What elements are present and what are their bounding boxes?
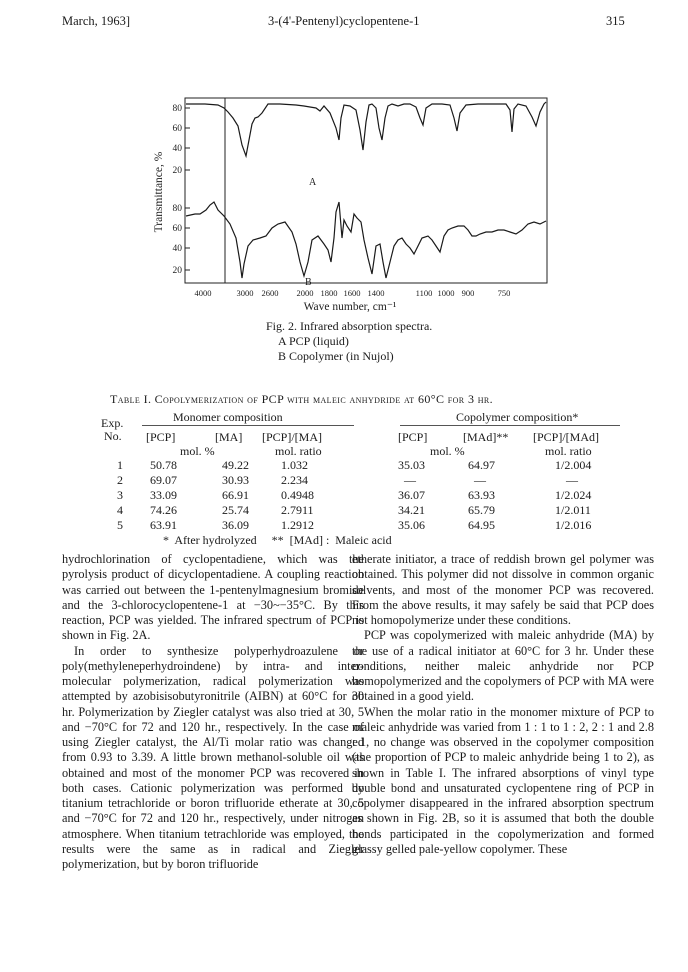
cell-ratio-c: — xyxy=(566,473,578,487)
x-tick: 1600 xyxy=(343,288,361,298)
cell-ma: 25.74 xyxy=(222,503,249,517)
cell-ratio-c: 1/2.004 xyxy=(555,458,592,472)
table-col-ma: [MA] xyxy=(215,430,243,444)
cell-mad: — xyxy=(474,473,486,487)
x-tick: 750 xyxy=(497,288,511,298)
cell-ratio-c: 1/2.011 xyxy=(555,503,591,517)
cell-ratio-m: 0.4948 xyxy=(281,488,314,502)
table-col-ratio-copolymer: [PCP]/[MAd] xyxy=(533,430,600,444)
cell-mad: 65.79 xyxy=(468,503,495,517)
cell-mad: 63.93 xyxy=(468,488,495,502)
x-tick: 1000 xyxy=(437,288,455,298)
table-exp-label: Exp. xyxy=(101,416,124,430)
cell-pcp: 50.78 xyxy=(150,458,177,472)
cell-ma: 36.09 xyxy=(222,518,249,532)
cell-ratio-c: 1/2.016 xyxy=(555,518,592,532)
copolymer-brace xyxy=(400,425,620,426)
upper-y-tick: 60 xyxy=(172,124,182,134)
cell-ma: 66.91 xyxy=(222,488,249,502)
cell-exp: 4 xyxy=(117,503,123,517)
cell-mad: 64.97 xyxy=(468,458,495,472)
lower-y-tick: 60 xyxy=(172,224,182,234)
x-tick: 1400 xyxy=(367,288,385,298)
x-tick: 4000 xyxy=(194,288,212,298)
cell-ratio-m: 2.7911 xyxy=(281,503,314,517)
body-right-column xyxy=(352,552,654,857)
cell-ratio-c: 1/2.024 xyxy=(555,488,592,502)
body-paragraph: etherate initiator, a trace of reddish brown gel polymer was obtained. This polymer did not dissolve in common organic solvents, and most of the monomer PCP was recovered. From the above results, it may safely be said that PCP does not homopolymerize under these conditions. xyxy=(352,552,654,627)
body-paragraph: hydrochlorination of cyclopentadiene, which was the pyrolysis product of dicyclopentadiene. A coupling reaction was carried out between the 1-pentenylmagnesium bromide and the 3-chlorocyclopentene-1 at −30~−35°C. By this reaction, PCP was yielded. The infrared spectrum of PCP is shown in Fig. 2A. xyxy=(62,552,364,643)
lower-y-tick: 80 xyxy=(172,204,182,214)
table-footnote: * After hydrolyzed ** [MAd] : Maleic acid xyxy=(163,533,392,547)
body-paragraph: In order to synthesize polyperhydroazulene or poly(methyleneperhydroindene) by intra- and inter-molecular polymerization, radical polymerization was attempted by azobisisobutyronitrile (AIBN) at 60°C for 30 hr. Polymerization by Ziegler catalyst was also tried at 30, 5 and −70°C for 72 and 120 hr., respectively. In the case of using Ziegler catalyst, the Al/Ti molar ratio was changed from 0.93 to 3.39. A little brown methanol-soluble oil was obtained and most of the monomer PCP was recovered in both cases. Cationic polymerization was performed by titanium tetrachloride or boron trifluoride etherate at 30, 5 and −70°C for 72 and 120 hr., respectively, under nitrogen atmosphere. When titanium tetrachloride was employed, the results were the same as in radical and Ziegler polymerization, but by boron trifluoride xyxy=(62,643,364,871)
spectrum-b-curve xyxy=(186,202,546,278)
table-title-prefix: Table I. xyxy=(110,392,152,406)
table-col-mad: [MAd]** xyxy=(463,430,509,444)
table-title xyxy=(110,392,493,407)
cell-pcp: 74.26 xyxy=(150,503,177,517)
body-left-column xyxy=(62,552,364,872)
cell-pcp: 63.91 xyxy=(150,518,177,532)
running-header-date: March, 1963] xyxy=(62,14,131,28)
upper-y-tick: 80 xyxy=(172,104,182,114)
figure-caption-b: B Copolymer (in Nujol) xyxy=(278,349,394,363)
lower-y-tick: 20 xyxy=(172,266,182,276)
table-col-ratio-monomer: [PCP]/[MA] xyxy=(262,430,323,444)
upper-y-tick: 20 xyxy=(172,166,182,176)
x-tick: 2600 xyxy=(261,288,279,298)
x-tick: 900 xyxy=(461,288,475,298)
x-tick: 2000 xyxy=(296,288,314,298)
y-axis-label: Transmittance, % xyxy=(153,151,165,233)
spectrum-label-a: A xyxy=(309,177,317,188)
table-title-text: Copolymerization of PCP with maleic anhydride at 60°C for 3 hr. xyxy=(154,392,494,406)
x-tick: 1800 xyxy=(320,288,338,298)
cell-pcp2: 35.06 xyxy=(398,518,425,532)
cell-ratio-m: 1.032 xyxy=(281,458,308,472)
table-col-pcp: [PCP] xyxy=(146,430,176,444)
figure-caption-title: Fig. 2. Infrared absorption spectra. xyxy=(266,319,433,333)
cell-pcp: 69.07 xyxy=(150,473,177,487)
cell-ratio-m: 1.2912 xyxy=(281,518,314,532)
cell-exp: 2 xyxy=(117,473,123,487)
ir-spectra-figure xyxy=(0,0,688,320)
spectrum-a-curve xyxy=(186,102,546,156)
spectrum-label-b: B xyxy=(305,277,312,288)
cell-exp: 3 xyxy=(117,488,123,502)
table-unit-mol-2: mol. % xyxy=(430,444,465,458)
table-unit-mol-1: mol. % xyxy=(180,444,215,458)
cell-pcp: 33.09 xyxy=(150,488,177,502)
x-axis-label: Wave number, cm⁻¹ xyxy=(303,301,397,313)
cell-pcp2: 36.07 xyxy=(398,488,425,502)
table-group-copolymer: Copolymer composition* xyxy=(456,410,579,424)
table-no-label: No. xyxy=(104,429,122,443)
lower-y-tick: 40 xyxy=(172,244,182,254)
x-tick: 1100 xyxy=(415,288,433,298)
body-paragraph: When the molar ratio in the monomer mixture of PCP to maleic anhydride was varied from 1 : 1 to 1 : 2, 2 : 1 and 2.8 : 1, no change was observed in the copolymer composition (the proportion of PCP to maleic anhydride being 1 to 2), as shown in Table I. The infrared absorptions of vinyl type double bond and unsaturated cyclopentene ring of PCP in copolymer disappeared in the infrared absorption spectrum as shown in Fig. 2B, so it is assumed that both the double bonds participated in the copolymerization and formed glassy gelled pale-yellow copolymer. These xyxy=(352,704,654,856)
cell-mad: 64.95 xyxy=(468,518,495,532)
table-unit-ratio-1: mol. ratio xyxy=(275,444,322,458)
monomer-brace xyxy=(142,425,354,426)
upper-y-tick: 40 xyxy=(172,144,182,154)
cell-exp: 5 xyxy=(117,518,123,532)
cell-pcp2: — xyxy=(404,473,416,487)
cell-pcp2: 34.21 xyxy=(398,503,425,517)
table-unit-ratio-2: mol. ratio xyxy=(545,444,592,458)
figure-caption-a: A PCP (liquid) xyxy=(278,334,349,348)
cell-ma: 30.93 xyxy=(222,473,249,487)
cell-exp: 1 xyxy=(117,458,123,472)
table-group-monomer: Monomer composition xyxy=(173,410,283,424)
table-col-pcp-copolymer: [PCP] xyxy=(398,430,428,444)
cell-pcp2: 35.03 xyxy=(398,458,425,472)
x-tick: 3000 xyxy=(236,288,254,298)
cell-ratio-m: 2.234 xyxy=(281,473,308,487)
body-paragraph: PCP was copolymerized with maleic anhydride (MA) by the use of a radical initiator at 60°C for 3 hr. Under these conditions, neither maleic anhydride nor PCP homopolymerized and the copolymers of PCP with MA were obtained in a good yield. xyxy=(352,628,654,704)
running-header-title: 3-(4'-Pentenyl)cyclopentene-1 xyxy=(268,14,420,28)
page-number: 315 xyxy=(606,14,625,28)
cell-ma: 49.22 xyxy=(222,458,249,472)
